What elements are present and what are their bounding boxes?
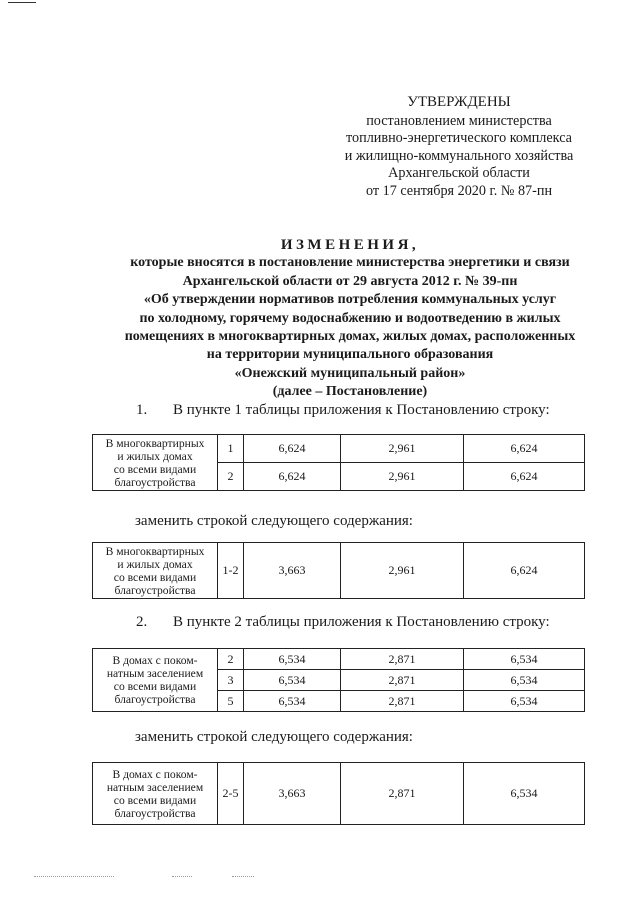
cell-value: 6,534 [244,691,341,712]
label-line: благоустройства [114,693,196,706]
title-heading: ИЗМЕНЕНИЯ, [280,237,420,253]
label-line: и жилых домах [117,557,193,571]
label-line: со всеми видами [113,680,197,693]
cell-value: 3,663 [244,763,341,825]
row-number: 2 [218,463,244,491]
approval-line: постановлением министерства [366,112,552,129]
cell-value: 2,961 [341,463,464,491]
cell-value: 6,624 [464,463,585,491]
row-number: 2 [218,649,244,670]
table-row [93,435,585,463]
title-line: (далее – Постановление) [272,384,428,400]
cell-value: 6,624 [464,543,585,599]
cell-value: 2,871 [341,691,464,712]
cell-value: 6,624 [244,435,341,463]
title-line: Архангельской области от 29 августа 2012 г. № 39-пн [182,273,518,289]
cell-value: 6,534 [464,763,585,825]
table-replacement-1 [92,542,585,599]
item-2-number: 2. [136,614,148,630]
approval-line: от 17 сентября 2020 г. № 87-пн [365,182,553,199]
cell-value: 6,534 [244,649,341,670]
row-number: 5 [218,691,244,712]
row-label [93,543,218,599]
cell-value: 2,871 [341,670,464,691]
cell-value: 6,624 [464,435,585,463]
approval-line: и жилищно-коммунального хозяйства [344,147,574,164]
table-original-2 [92,648,585,712]
cell-value: 2,961 [341,543,464,599]
approval-line: Архангельской области [388,165,530,181]
title-line: помещениях в многоквартирных домах, жилых домах, расположенных [124,329,576,345]
row-number: 2-5 [218,763,244,825]
cell-value: 6,534 [464,649,585,670]
row-number: 1-2 [218,543,244,599]
table-replacement-2 [92,762,585,825]
approval-heading: УТВЕРЖДЕНЫ [407,94,511,110]
title-line: которые вносятся в постановление министерства энергетики и связи [130,255,570,271]
cell-value: 3,663 [244,543,341,599]
cell-value: 2,961 [341,435,464,463]
label-line: со всеми видами [113,462,197,476]
table-original-1 [92,434,585,491]
table-row [93,649,585,670]
label-line: со всеми видами [113,793,197,807]
approval-line: топливно-энергетического комплекса [346,130,572,146]
row-label [93,435,218,491]
table-row [93,543,585,599]
cell-value: 6,534 [464,670,585,691]
item-2-text: В пункте 2 таблицы приложения к Постановлению строку: [173,614,550,630]
label-line: благоустройства [114,475,196,489]
label-line: со всеми видами [113,570,197,584]
title-line: по холодному, горячему водоснабжению и водоотведению в жилых [139,310,561,326]
label-line: и жилых домах [117,449,193,463]
label-line: благоустройства [114,806,196,820]
title-line: «Об утверждении нормативов потребления коммунальных услуг [143,292,557,308]
document-title [70,236,630,402]
cell-value: 2,871 [341,763,464,825]
label-line: натным заселением [106,667,204,680]
label-line: натным заселением [106,780,204,794]
row-number: 1 [218,435,244,463]
replace-text-1: заменить строкой следующего содержания: [135,513,413,529]
label-line: В многоквартирных [105,436,205,450]
label-line: В многоквартирных [105,544,205,558]
scan-artifact [34,876,114,878]
replace-text-2: заменить строкой следующего содержания: [135,729,413,745]
title-line: на территории муниципального образования [206,347,494,363]
scan-artifact [232,876,254,878]
label-line: В домах с поком- [112,767,198,781]
cell-value: 6,534 [244,670,341,691]
row-label [93,763,218,825]
table-row [93,763,585,825]
row-number: 3 [218,670,244,691]
cell-value: 2,871 [341,649,464,670]
top-rule [8,2,36,3]
cell-value: 6,534 [464,691,585,712]
scan-artifact [172,876,192,878]
label-line: благоустройства [114,583,196,597]
item-1-text: В пункте 1 таблицы приложения к Постановлению строку: [173,402,550,418]
row-label [93,649,218,712]
label-line: В домах с поком- [112,654,198,667]
title-line: «Онежский муниципальный район» [234,365,466,381]
approval-stamp [336,94,582,200]
cell-value: 6,624 [244,463,341,491]
item-1-number: 1. [136,402,148,418]
